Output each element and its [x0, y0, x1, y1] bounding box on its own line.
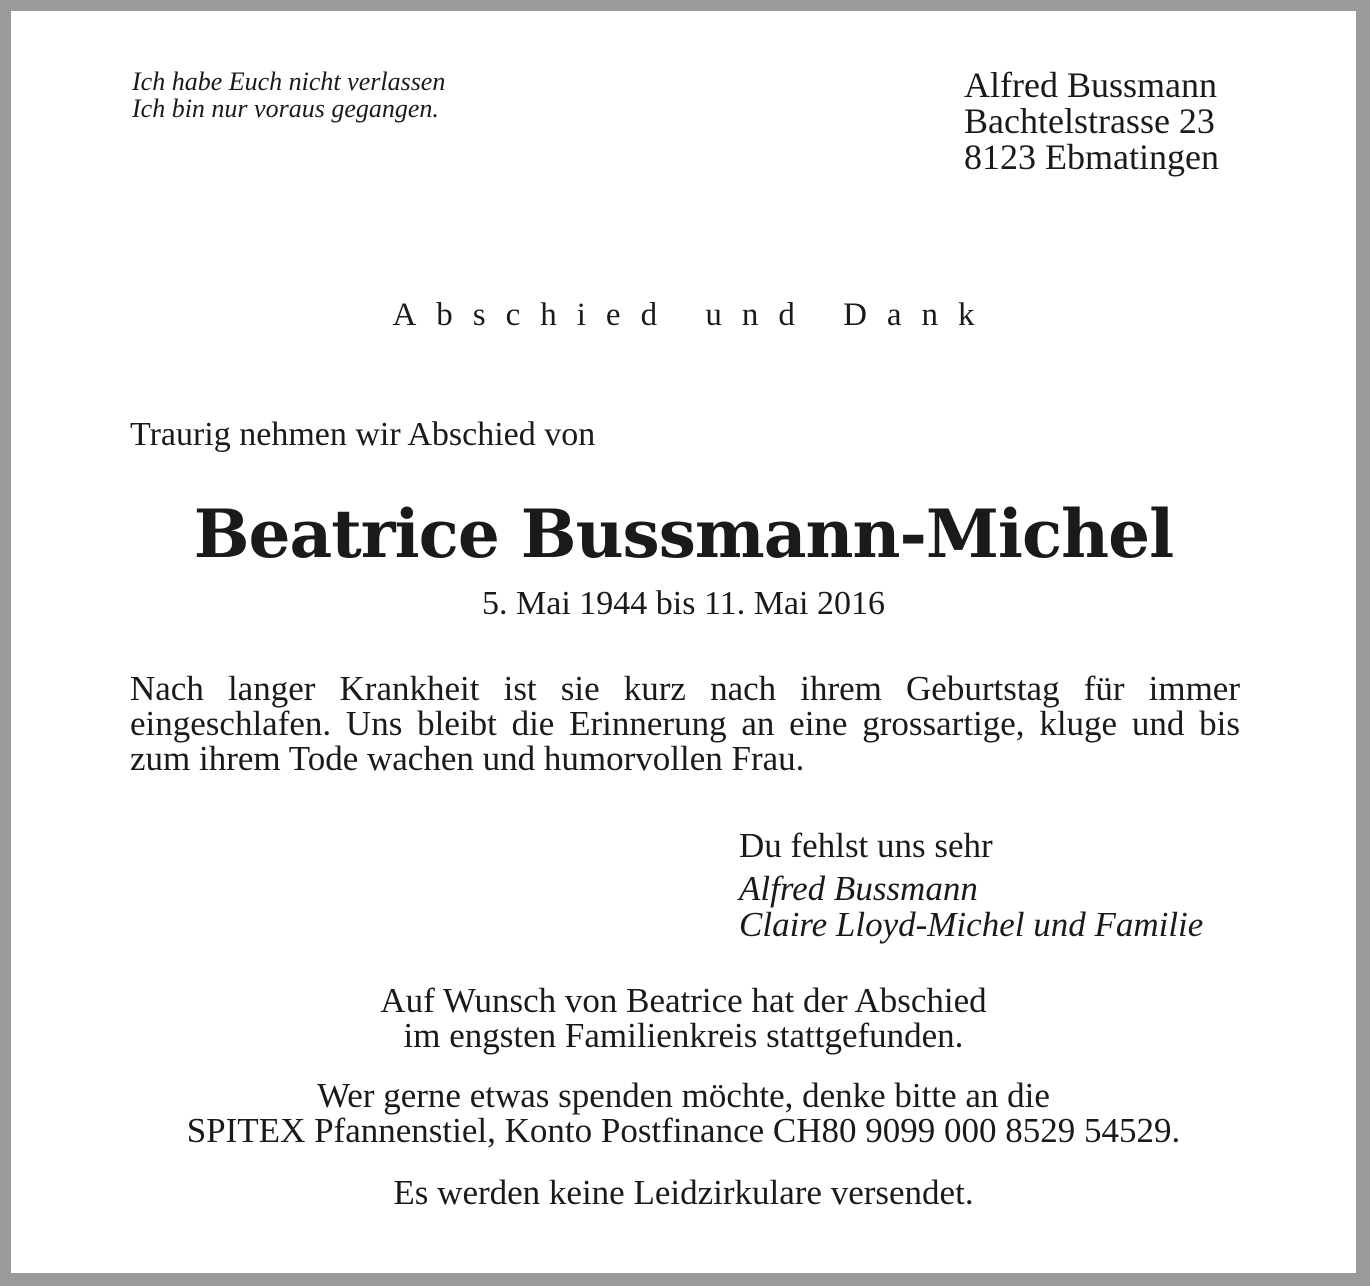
signer-1: Alfred Bussmann [739, 869, 978, 908]
signoff-line: Du fehlst uns sehr [739, 826, 993, 865]
motto-line-2: Ich bin nur voraus gegangen. [132, 94, 439, 123]
obituary-notice [11, 11, 1356, 1273]
deceased-name: Beatrice Bussmann-Michel [193, 495, 1174, 573]
circulars-note [11, 1175, 1356, 1210]
life-dates: 5. Mai 1944 bis 11. Mai 2016 [482, 585, 885, 622]
motto-line-1: Ich habe Euch nicht verlassen [132, 67, 446, 96]
family-address [964, 67, 1219, 175]
donation-note [11, 1078, 1356, 1148]
address-name: Alfred Bussmann [964, 65, 1217, 105]
signer-2: Claire Lloyd-Michel und Familie [739, 905, 1204, 944]
circulars-note-line: Es werden keine Leidzirkulare versendet. [393, 1173, 974, 1212]
farewell-note [11, 983, 1356, 1053]
intro-line: Traurig nehmen wir Abschied von [130, 416, 596, 453]
farewell-note-line-1: Auf Wunsch von Beatrice hat der Abschied [380, 981, 987, 1020]
donation-note-line-1: Wer gerne etwas spenden möchte, denke bitte an die [317, 1076, 1050, 1115]
farewell-note-line-2: im engsten Familienkreis stattgefunden. [403, 1016, 964, 1055]
address-street: Bachtelstrasse 23 [964, 101, 1215, 141]
donation-note-line-2: SPITEX Pfannenstiel, Konto Postfinance CH80 9099 000 8529 54529. [186, 1111, 1181, 1150]
signers [739, 871, 1203, 943]
motto [132, 68, 445, 122]
notice-heading: Abschied und Dank [392, 297, 995, 333]
address-city: 8123 Ebmatingen [964, 137, 1219, 177]
body-paragraph: Nach langer Krankheit ist sie kurz nach ihrem Geburtstag für immer eingeschlafen. Uns bleibt die Erinnerung an eine grossartige, kluge und bis zum ihrem Tode wachen und humorvollen Frau. [130, 669, 1240, 778]
